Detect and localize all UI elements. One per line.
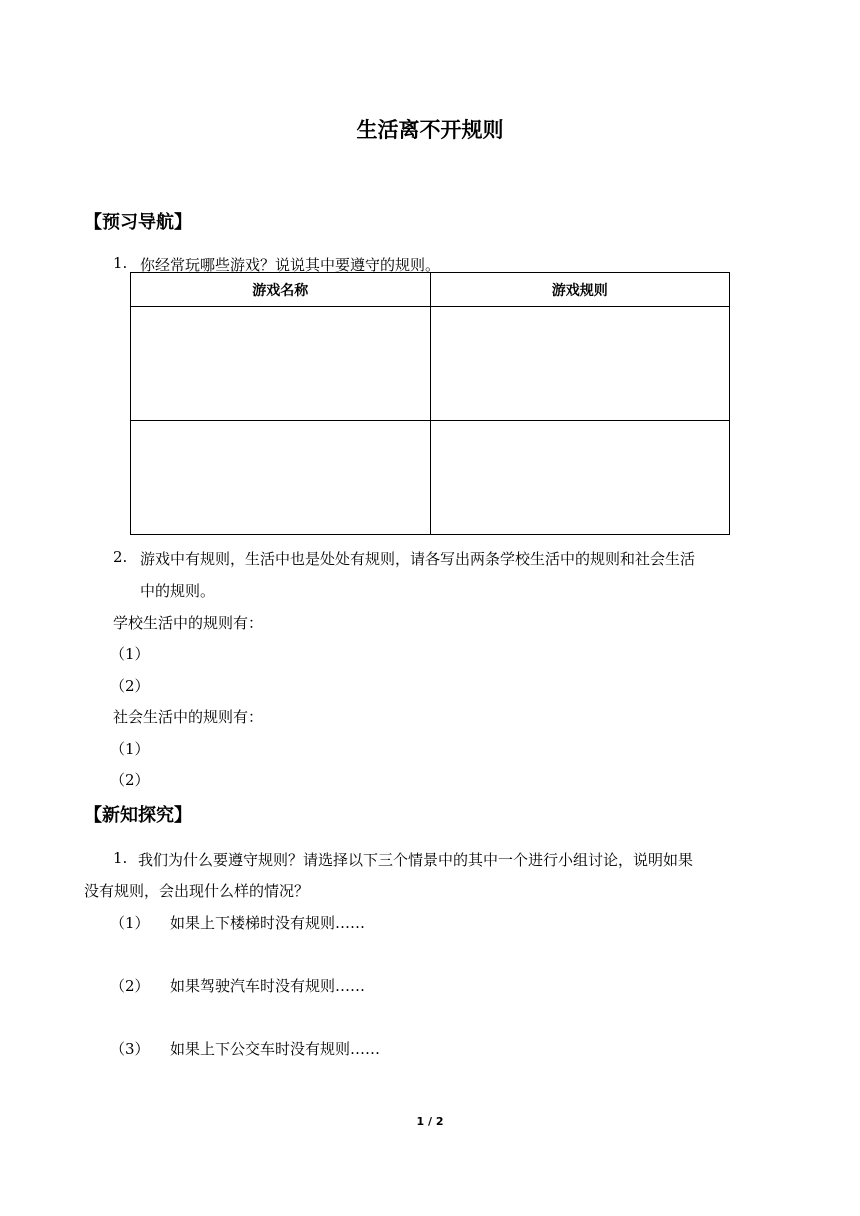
question-2-line-2: 中的规则。 (140, 582, 216, 600)
scenario-2-text: 如果驾驶汽车时没有规则…… (170, 977, 366, 995)
table-cell[interactable] (131, 307, 431, 421)
question-1-text: 你经常玩哪些游戏？说说其中要遵守的规则。 (140, 256, 441, 274)
table-cell[interactable] (131, 421, 431, 535)
scenario-1-number: （1） (110, 914, 150, 932)
scenario-3-number: （3） (110, 1040, 150, 1058)
table-header-game-name: 游戏名称 (131, 273, 431, 307)
question-1-number: 1. (113, 254, 128, 272)
games-table (130, 272, 730, 535)
table-header-row (131, 273, 730, 307)
table-cell[interactable] (430, 307, 730, 421)
scenario-1-text: 如果上下楼梯时没有规则…… (170, 914, 366, 932)
explore-question-1-line-1: 我们为什么要遵守规则？请选择以下三个情景中的其中一个进行小组讨论，说明如果 (138, 851, 694, 869)
school-rule-item-1: （1） (110, 645, 150, 663)
question-2-number: 2. (113, 548, 128, 566)
scenario-3-text: 如果上下公交车时没有规则…… (170, 1040, 381, 1058)
society-rule-item-1: （1） (110, 740, 150, 758)
table-row (131, 307, 730, 421)
explore-question-1-number: 1. (113, 849, 128, 867)
explore-question-1-line-2: 没有规则，会出现什么样的情况？ (84, 882, 310, 900)
scenario-2-number: （2） (110, 977, 150, 995)
table-header-game-rules: 游戏规则 (430, 273, 730, 307)
table-cell[interactable] (430, 421, 730, 535)
table-row (131, 421, 730, 535)
page-number: 1 / 2 (416, 1115, 444, 1128)
section-heading-explore: 【新知探究】 (84, 805, 192, 826)
school-rules-label: 学校生活中的规则有： (113, 614, 264, 632)
society-rule-item-2: （2） (110, 771, 150, 789)
page-title: 生活离不开规则 (356, 118, 504, 142)
school-rule-item-2: （2） (110, 677, 150, 695)
question-2-line-1: 游戏中有规则，生活中也是处处有规则，请各写出两条学校生活中的规则和社会生活 (140, 550, 696, 568)
section-heading-preview: 【预习导航】 (84, 212, 192, 233)
society-rules-label: 社会生活中的规则有： (113, 708, 264, 726)
